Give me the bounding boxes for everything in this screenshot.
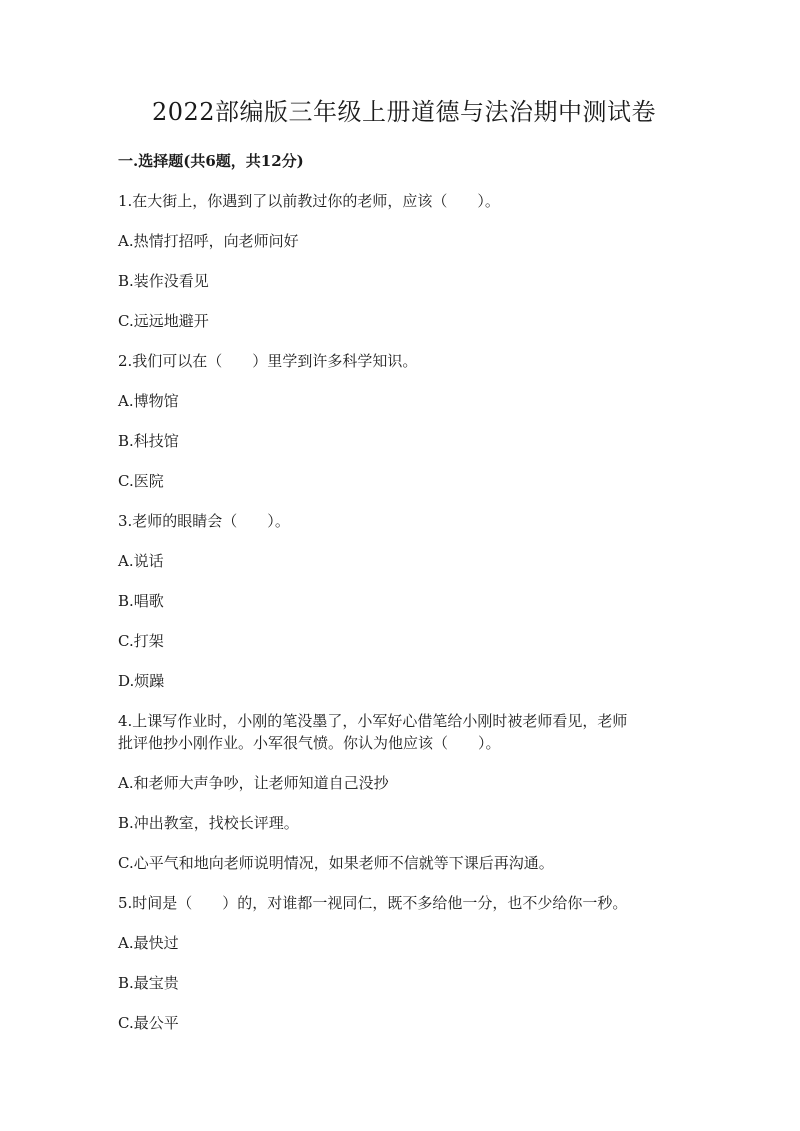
question-4-stem-line-2: 批评他抄小刚作业。小军很气愤。你认为他应该（ ）。 xyxy=(118,734,501,752)
question-1-option-c: C.远远地避开 xyxy=(118,312,209,330)
question-4-stem xyxy=(118,710,690,754)
question-4-option-b: B.冲出教室，找校长评理。 xyxy=(118,814,299,832)
question-1-stem: 1.在大街上，你遇到了以前教过你的老师，应该（ ）。 xyxy=(118,192,500,210)
question-4-stem-line-1: 4.上课写作业时，小刚的笔没墨了，小军好心借笔给小刚时被老师看见，老师 xyxy=(118,712,628,730)
question-5-stem: 5.时间是（ ）的，对谁都一视同仁，既不多给他一分，也不少给你一秒。 xyxy=(118,894,628,912)
question-5-option-a: A.最快过 xyxy=(118,934,179,952)
question-3-option-c: C.打架 xyxy=(118,632,164,650)
question-5-option-b: B.最宝贵 xyxy=(118,974,179,992)
question-1-option-a: A.热情打招呼，向老师问好 xyxy=(118,232,299,250)
question-4-option-a: A.和老师大声争吵，让老师知道自己没抄 xyxy=(118,774,389,792)
question-2-option-c: C.医院 xyxy=(118,472,164,490)
question-3-option-a: A.说话 xyxy=(118,552,164,570)
question-3-option-d: D.烦躁 xyxy=(118,672,165,690)
section-heading: 一.选择题(共6题，共12分) xyxy=(118,152,304,170)
question-5-option-c: C.最公平 xyxy=(118,1014,179,1032)
question-4-option-c: C.心平气和地向老师说明情况，如果老师不信就等下课后再沟通。 xyxy=(118,854,554,872)
question-3-option-b: B.唱歌 xyxy=(118,592,164,610)
exam-title: 2022部编版三年级上册道德与法治期中测试卷 xyxy=(151,98,657,126)
question-2-option-a: A.博物馆 xyxy=(118,392,179,410)
question-1-option-b: B.装作没看见 xyxy=(118,272,209,290)
question-2-stem: 2.我们可以在（ ）里学到许多科学知识。 xyxy=(118,352,418,370)
question-2-option-b: B.科技馆 xyxy=(118,432,179,450)
question-3-stem: 3.老师的眼睛会（ ）。 xyxy=(118,512,290,530)
